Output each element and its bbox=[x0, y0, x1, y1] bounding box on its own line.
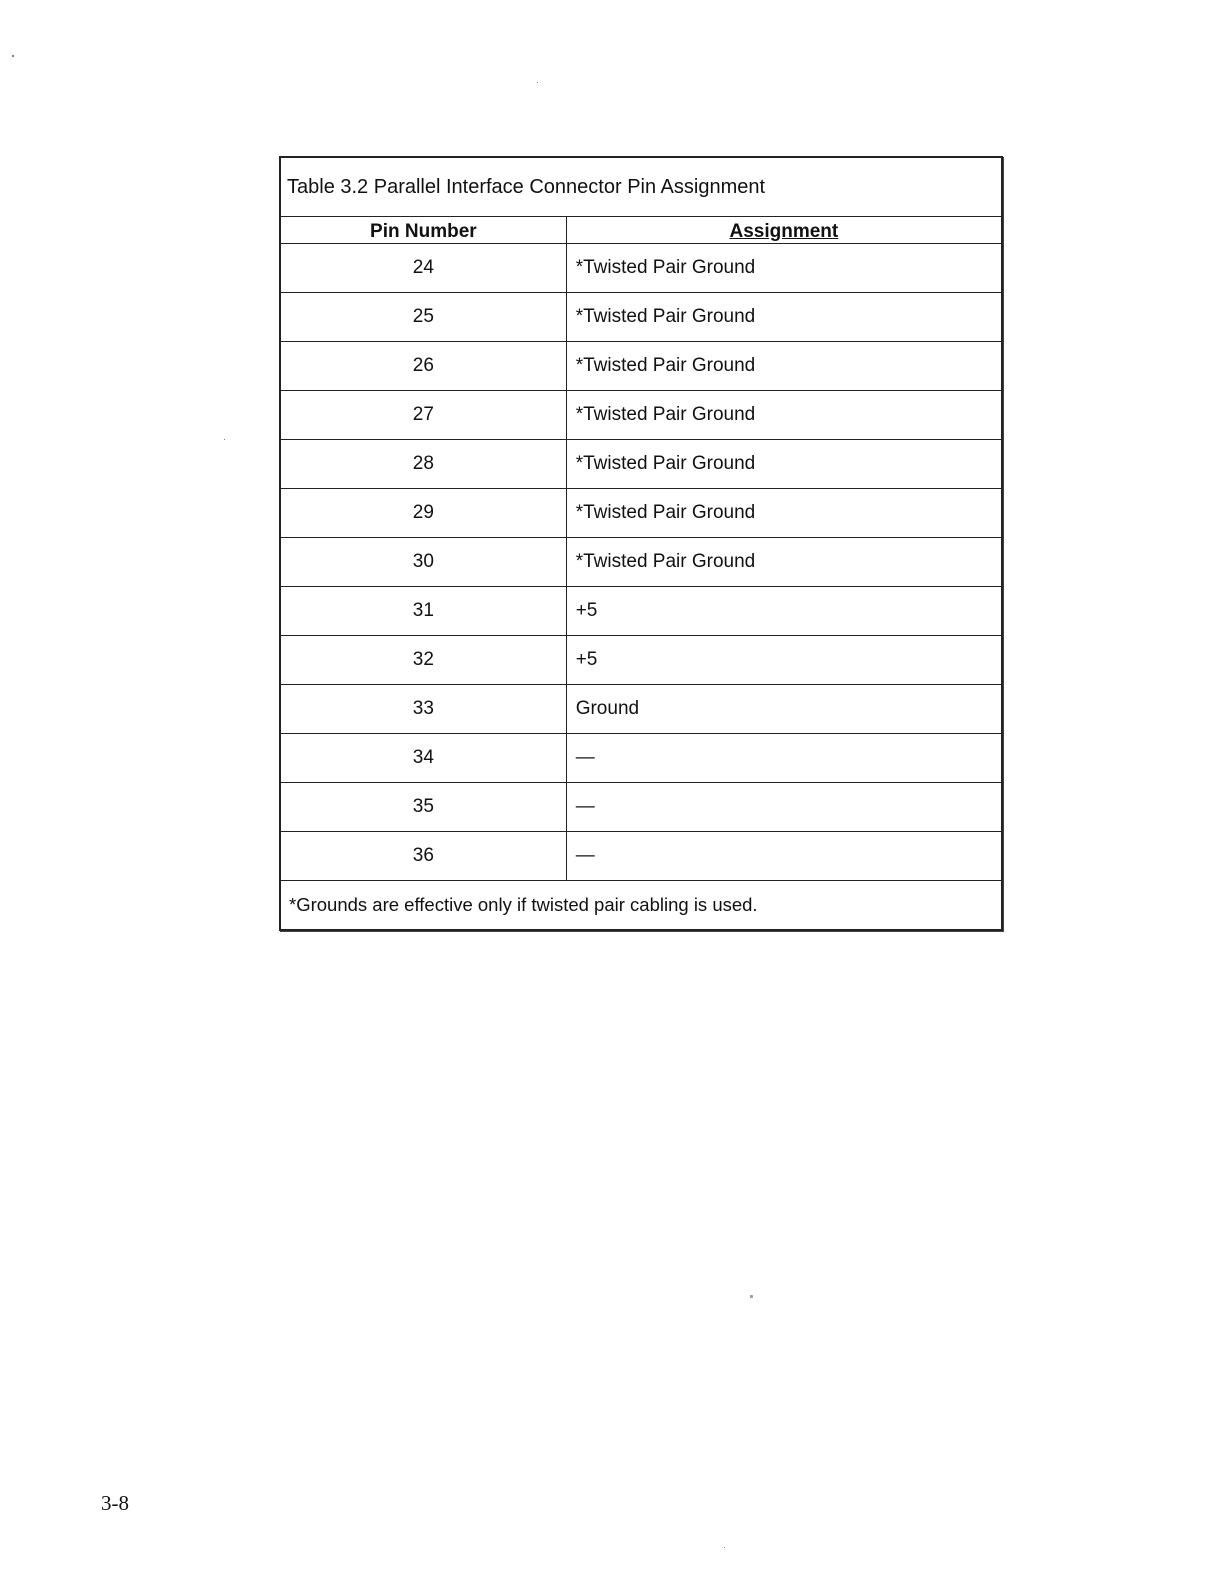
table-row bbox=[280, 734, 1002, 783]
pin-number-cell: 28 bbox=[280, 440, 566, 489]
assignment-cell: — bbox=[566, 832, 1002, 881]
scan-speck bbox=[537, 82, 538, 83]
assignment-cell: *Twisted Pair Ground bbox=[566, 342, 1002, 391]
assignment-cell: *Twisted Pair Ground bbox=[566, 293, 1002, 342]
table-row bbox=[280, 342, 1002, 391]
pin-number-cell: 31 bbox=[280, 587, 566, 636]
assignment-cell: +5 bbox=[566, 587, 1002, 636]
page-number: 3-8 bbox=[101, 1491, 129, 1515]
column-header-assignment: Assignment bbox=[566, 217, 1002, 244]
assignment-cell: — bbox=[566, 734, 1002, 783]
pin-assignment-table bbox=[279, 156, 1003, 931]
pin-number-cell: 25 bbox=[280, 293, 566, 342]
pin-number-cell: 34 bbox=[280, 734, 566, 783]
table-row bbox=[280, 587, 1002, 636]
scan-speck bbox=[750, 1295, 753, 1298]
table-row bbox=[280, 636, 1002, 685]
table-row bbox=[280, 538, 1002, 587]
table-row bbox=[280, 391, 1002, 440]
table-row bbox=[280, 685, 1002, 734]
scan-speck bbox=[224, 439, 225, 440]
pin-number-cell: 24 bbox=[280, 244, 566, 293]
pin-number-cell: 29 bbox=[280, 489, 566, 538]
pin-number-cell: 27 bbox=[280, 391, 566, 440]
pin-number-cell: 32 bbox=[280, 636, 566, 685]
pin-number-cell: 30 bbox=[280, 538, 566, 587]
table-row bbox=[280, 832, 1002, 881]
assignment-cell: *Twisted Pair Ground bbox=[566, 440, 1002, 489]
pin-number-cell: 36 bbox=[280, 832, 566, 881]
column-header-pin-number: Pin Number bbox=[280, 217, 566, 244]
assignment-cell: *Twisted Pair Ground bbox=[566, 244, 1002, 293]
assignment-cell: — bbox=[566, 783, 1002, 832]
table-row bbox=[280, 783, 1002, 832]
assignment-cell: *Twisted Pair Ground bbox=[566, 391, 1002, 440]
pin-number-cell: 33 bbox=[280, 685, 566, 734]
assignment-cell: *Twisted Pair Ground bbox=[566, 538, 1002, 587]
assignment-cell: *Twisted Pair Ground bbox=[566, 489, 1002, 538]
table-row bbox=[280, 293, 1002, 342]
table-row bbox=[280, 244, 1002, 293]
pin-number-cell: 26 bbox=[280, 342, 566, 391]
table-row bbox=[280, 489, 1002, 538]
table-caption: Table 3.2 Parallel Interface Connector Pin Assignment bbox=[280, 157, 1002, 217]
assignment-cell: +5 bbox=[566, 636, 1002, 685]
table-row bbox=[280, 440, 1002, 489]
scan-speck bbox=[12, 55, 14, 57]
table-footnote: *Grounds are effective only if twisted pair cabling is used. bbox=[280, 881, 1002, 931]
pin-number-cell: 35 bbox=[280, 783, 566, 832]
assignment-cell: Ground bbox=[566, 685, 1002, 734]
scan-speck bbox=[724, 1547, 725, 1548]
